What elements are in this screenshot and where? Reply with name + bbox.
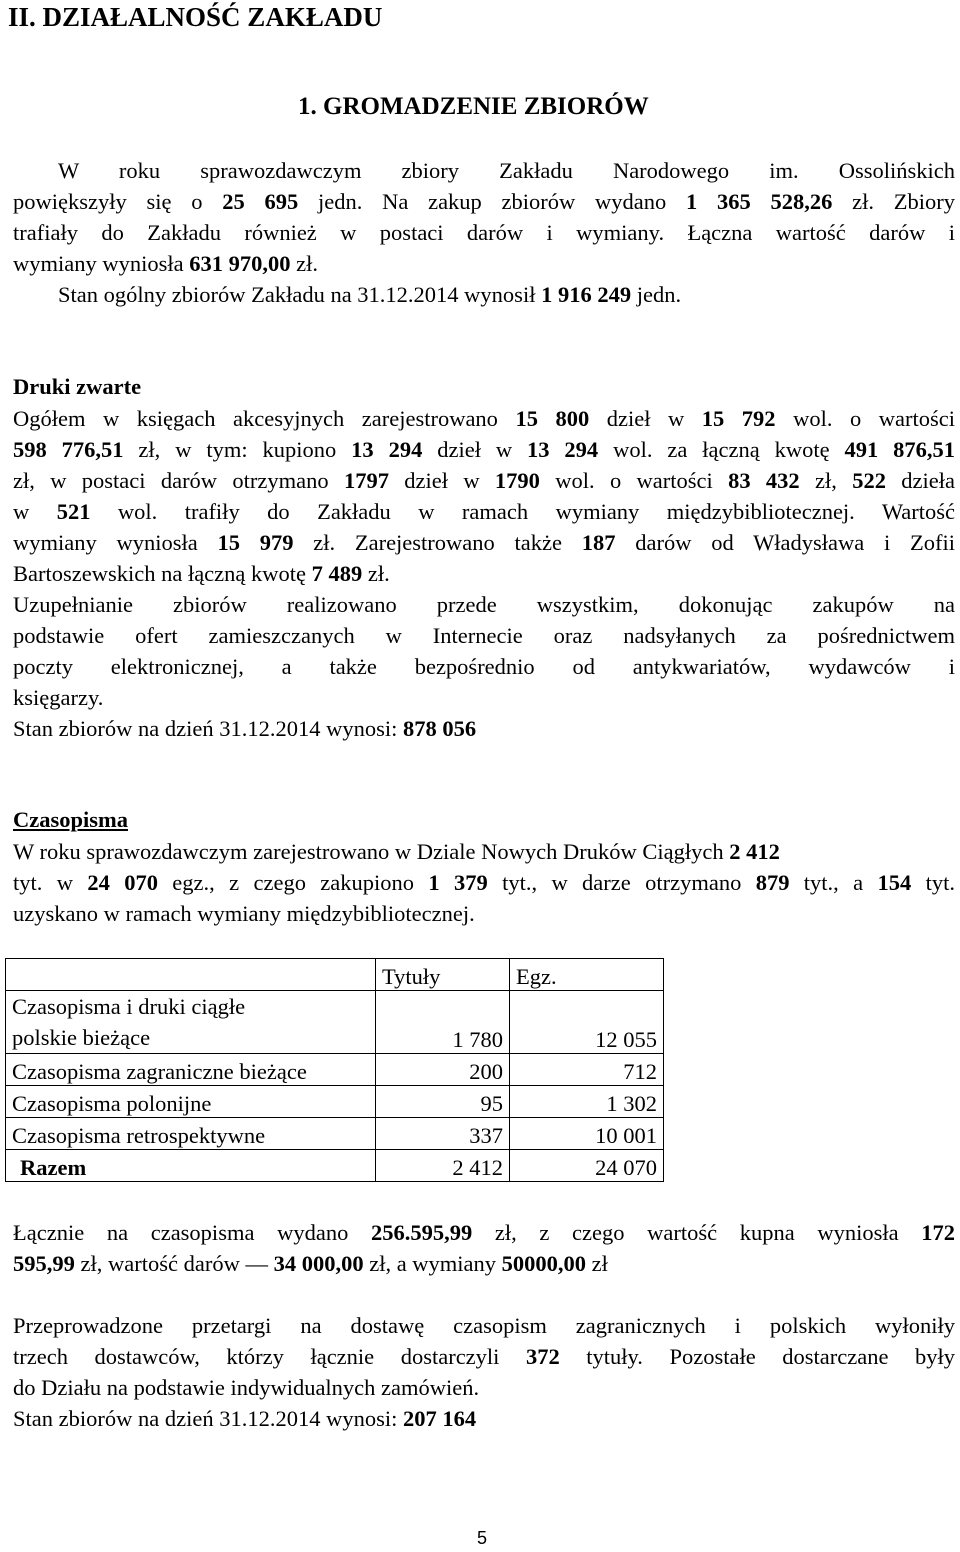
czasopisma-line-3: uzyskano w ramach wymiany międzybibliotecznej. [13, 901, 475, 926]
table-total-copies: 24 070 [510, 1150, 664, 1182]
intro-line-1: W roku sprawozdawczym zbiory Zakładu Narodowego im. Ossolińskich [58, 158, 955, 183]
table-header-empty [6, 959, 376, 991]
table-header-titles: Tytuły [376, 959, 510, 991]
table-total-row [6, 1150, 664, 1182]
tenders-stan: Stan zbiorów na dzień 31.12.2014 wynosi: 207 164 [13, 1406, 477, 1431]
expenses-line-2: 595,99 zł, wartość darów — 34 000,00 zł, a wymiany 50000,00 zł [13, 1251, 608, 1276]
table-row [6, 1054, 664, 1086]
table-cell-label: Czasopisma i druki ciągłe polskie bieżące [6, 991, 376, 1054]
druki-p2-line-2: podstawie ofert zamieszczanych w Internecie oraz nadsyłanych za pośrednictwem [13, 623, 955, 648]
table-row [6, 1086, 664, 1118]
druki-p2-line-1: Uzupełnianie zbiorów realizowano przede wszystkim, dokonując zakupów na [13, 592, 955, 617]
druki-p2-line-3: poczty elektronicznej, a także bezpośrednio od antykwariatów, wydawców i [13, 654, 955, 679]
tenders-line-2: trzech dostawców, którzy łącznie dostarczyli 372 tytuły. Pozostałe dostarczane były [13, 1344, 955, 1369]
druki-heading: Druki zwarte [13, 374, 142, 399]
czasopisma-heading: Czasopisma [13, 807, 129, 832]
table-cell-titles: 200 [376, 1054, 510, 1086]
druki-line-1: Ogółem w księgach akcesyjnych zarejestrowano 15 800 dzieł w 15 792 wol. o wartości [13, 406, 955, 431]
periodicals-table [5, 958, 664, 1182]
czasopisma-line-1: W roku sprawozdawczym zarejestrowano w Dziale Nowych Druków Ciągłych 2 412 [13, 839, 780, 864]
table-cell-label: Czasopisma zagraniczne bieżące [6, 1054, 376, 1086]
table-cell-copies: 1 302 [510, 1086, 664, 1118]
table-cell-copies: 10 001 [510, 1118, 664, 1150]
druki-line-2: 598 776,51 zł, w tym: kupiono 13 294 dzieł w 13 294 wol. za łączną kwotę 491 876,51 [13, 437, 955, 462]
table-cell-titles: 95 [376, 1086, 510, 1118]
table-cell-copies: 12 055 [510, 991, 664, 1054]
table-cell-copies: 712 [510, 1054, 664, 1086]
druki-line-4: w 521 wol. trafiły do Zakładu w ramach wymiany międzybibliotecznej. Wartość [13, 499, 955, 524]
czasopisma-line-2: tyt. w 24 070 egz., z czego zakupiono 1 379 tyt., w darze otrzymano 879 tyt., a 154 tyt. [13, 870, 955, 895]
intro-line-4: wymiany wyniosła 631 970,00 zł. [13, 251, 318, 276]
table-cell-label: Czasopisma retrospektywne [6, 1118, 376, 1150]
druki-line-6: Bartoszewskich na łączną kwotę 7 489 zł. [13, 561, 390, 586]
table-row [6, 991, 664, 1054]
tenders-line-1: Przeprowadzone przetargi na dostawę czasopism zagranicznych i polskich wyłoniły [13, 1313, 955, 1338]
druki-p2-line-4: księgarzy. [13, 685, 104, 710]
page-number: 5 [477, 1528, 488, 1548]
table-cell-label: Czasopisma polonijne [6, 1086, 376, 1118]
section-title: II. DZIAŁALNOŚĆ ZAKŁADU [8, 2, 383, 32]
table-total-titles: 2 412 [376, 1150, 510, 1182]
intro-line-5: Stan ogólny zbiorów Zakładu na 31.12.2014 wynosił 1 916 249 jedn. [58, 282, 682, 307]
subsection-title: 1. GROMADZENIE ZBIORÓW [298, 93, 649, 120]
expenses-line-1: Łącznie na czasopisma wydano 256.595,99 zł, z czego wartość kupna wyniosła 172 [13, 1220, 956, 1245]
table-row [6, 1118, 664, 1150]
druki-line-3: zł, w postaci darów otrzymano 1797 dzieł w 1790 wol. o wartości 83 432 zł, 522 dzieła [13, 468, 955, 493]
intro-line-3: trafiały do Zakładu również w postaci darów i wymiany. Łączna wartość darów i [13, 220, 955, 245]
table-header-row [6, 959, 664, 991]
tenders-line-3: do Działu na podstawie indywidualnych zamówień. [13, 1375, 480, 1400]
table-header-copies: Egz. [510, 959, 664, 991]
druki-stan: Stan zbiorów na dzień 31.12.2014 wynosi: 878 056 [13, 716, 477, 741]
table-cell-titles: 1 780 [376, 991, 510, 1054]
intro-line-2: powiększyły się o 25 695 jedn. Na zakup zbiorów wydano 1 365 528,26 zł. Zbiory [13, 189, 955, 214]
table-cell-titles: 337 [376, 1118, 510, 1150]
druki-line-5: wymiany wyniosła 15 979 zł. Zarejestrowano także 187 darów od Władysława i Zofii [13, 530, 956, 555]
table-total-label: Razem [6, 1150, 376, 1182]
